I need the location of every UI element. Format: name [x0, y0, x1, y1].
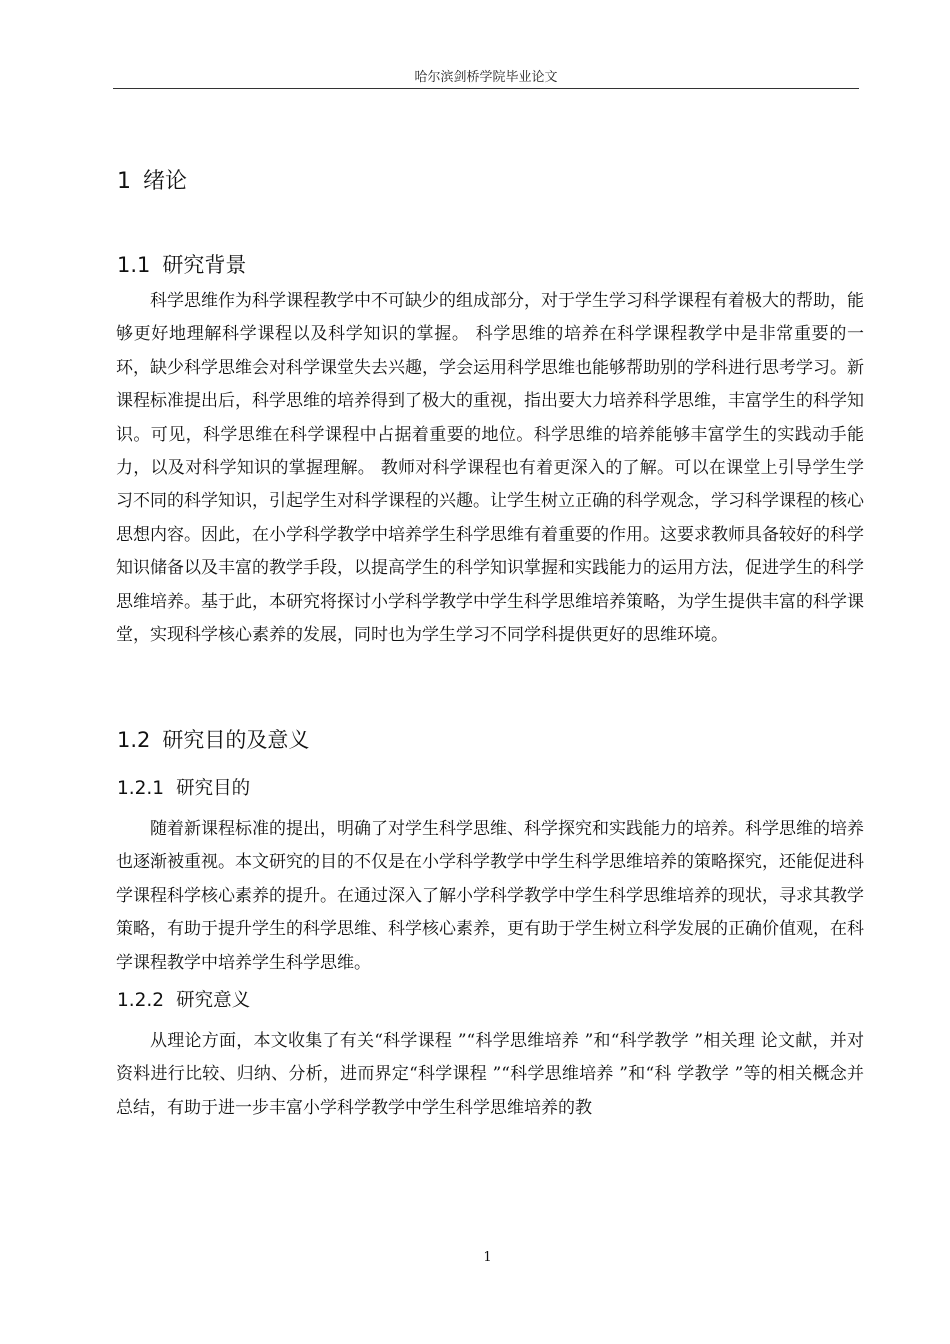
section-heading-1-2	[117, 724, 309, 754]
header-divider	[113, 88, 859, 89]
chapter-heading	[117, 164, 187, 195]
section-title: 研究背景	[162, 253, 247, 277]
subsection-number: 1.2.2	[117, 990, 165, 1011]
section-number: 1.1	[117, 253, 151, 277]
running-header: 哈尔滨剑桥学院毕业论文	[414, 70, 558, 85]
chapter-number: 1	[117, 169, 131, 194]
section-heading-1-1	[117, 249, 246, 279]
subsection-heading-1-2-1	[117, 774, 250, 800]
subsection-heading-1-2-2	[117, 986, 250, 1012]
research-significance-paragraph: 从理论方面，本文收集了有关“科学课程 ”“科学思维培养 ”和“科学教学 ”相关理 论文献，并对资料进行比较、归纳、分析，进而界定“科学课程 ”“科学思维培养 ”和“科 学教学 ”等的相关概念并总结，有助于进一步丰富小学科学教学中学生科学思维培养的教	[116, 1031, 864, 1118]
section-title: 研究目的及意义	[162, 728, 310, 752]
subsection-title: 研究目的	[176, 778, 251, 799]
section-number: 1.2	[117, 728, 151, 752]
subsection-number: 1.2.1	[117, 778, 165, 799]
research-purpose-paragraph: 随着新课程标准的提出，明确了对学生科学思维、科学探究和实践能力的培养。科学思维的培养也逐渐被重视。本文研究的目的不仅是在小学科学教学中学生科学思维培养的策略探究，还能促进科学课程科学核心素养的提升。在通过深入了解小学科学教学中学生科学思维培养的现状，寻求其教学策略，有助于提升学生的科学思维、科学核心素养，更有助于学生树立科学发展的正确价值观，在科学课程教学中培养学生科学思维。	[116, 819, 864, 973]
page-number: 1	[483, 1250, 492, 1265]
chapter-title: 绪论	[143, 169, 188, 194]
research-background-paragraph: 科学思维作为科学课程教学中不可缺少的组成部分，对于学生学习科学课程有着极大的帮助，能够更好地理解科学课程以及科学知识的掌握。 科学思维的培养在科学课程教学中是非常重要的一环，缺少科学思维会对科学课堂失去兴趣，学会运用科学思维也能够帮助别的学科进行思考学习。新课程标准提出后，科学思维的培养得到了极大的重视，指出要大力培养科学思维，丰富学生的科学知识。可见，科学思维在科学课程中占据着重要的地位。科学思维的培养能够丰富学生的实践动手能力，以及对科学知识的掌握理解。 教师对科学课程也有着更深入的了解。可以在课堂上引导学生学习不同的科学知识，引起学生对科学课程的兴趣。让学生树立正确的科学观念，学习科学课程的核心思想内容。因此，在小学科学教学中培养学生科学思维有着重要的作用。这要求教师具备较好的科学知识储备以及丰富的教学手段，以提高学生的科学知识掌握和实践能力的运用方法，促进学生的科学思维培养。基于此，本研究将探讨小学科学教学中学生科学思维培养策略，为学生提供丰富的科学课堂，实现科学核心素养的发展，同时也为学生学习不同学科提供更好的思维环境。	[116, 291, 864, 646]
subsection-title: 研究意义	[176, 990, 251, 1011]
